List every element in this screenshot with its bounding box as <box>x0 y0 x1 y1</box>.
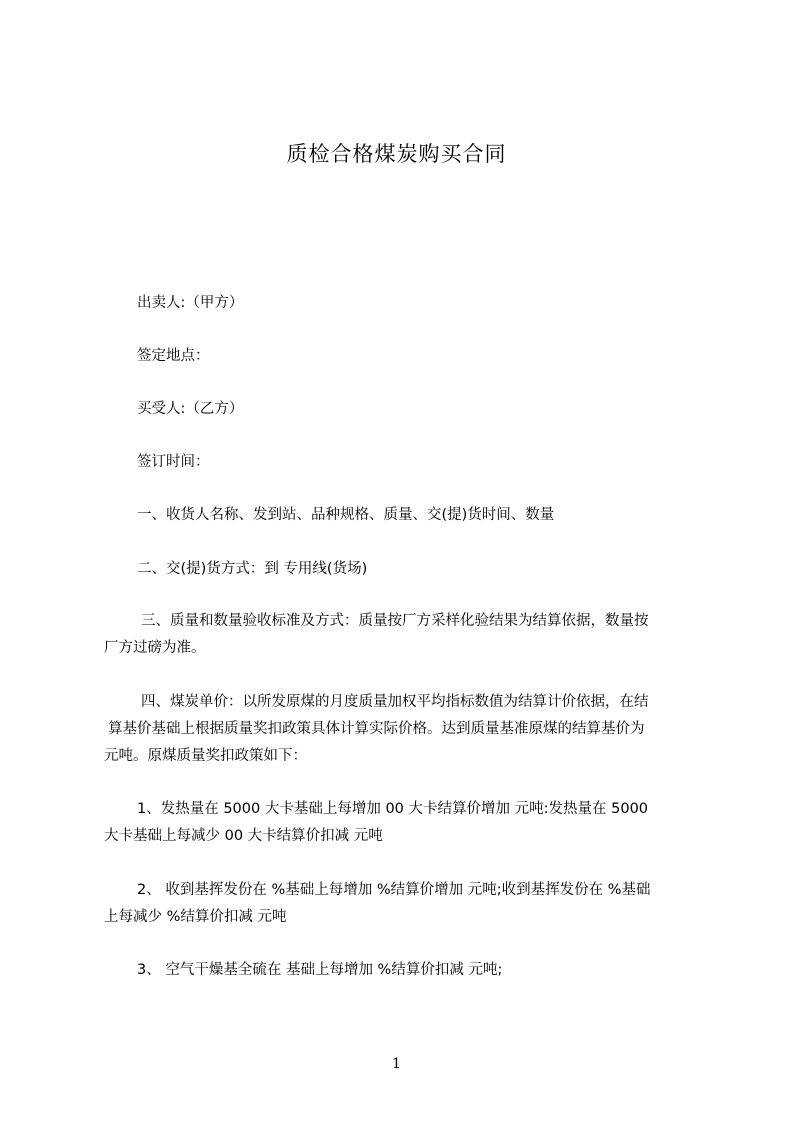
clause-4-line-1: 四、煤炭单价：以所发原煤的月度质量加权平均指标数值为结算计价依据，在结 <box>141 694 649 710</box>
policy-1-line-2: 大卡基础上每减少 00 大卡结算价扣减 元吨 <box>104 828 383 844</box>
seller-field: 出卖人:（甲方） <box>137 295 244 311</box>
clause-2: 二、交(提)货方式：到 专用线(货场) <box>137 561 368 577</box>
clause-1: 一、收货人名称、发到站、品种规格、质量、交(提)货时间、数量 <box>137 507 555 523</box>
policy-3-line-1: 3、 空气干燥基全硫在 基础上每增加 %结算价扣减 元吨; <box>137 962 503 978</box>
clause-4-line-3: 元吨。原煤质量奖扣政策如下： <box>104 748 307 764</box>
sign-time-field: 签订时间： <box>137 454 210 470</box>
policy-1-line-1: 1、发热量在 5000 大卡基础上每增加 00 大卡结算价增加 元吨:发热量在 5000 <box>137 801 649 817</box>
policy-2-line-1: 2、 收到基挥发份在 %基础上每增加 %结算价增加 元吨;收到基挥发份在 %基础 <box>137 882 651 898</box>
page-title: 质检合格煤炭购买合同 <box>286 142 507 166</box>
clause-4-line-2: 算基价基础上根据质量奖扣政策具体计算实际价格。达到质量基准原煤的结算基价为 <box>108 721 645 737</box>
clause-3-line-1: 三、质量和数量验收标准及方式：质量按厂方采样化验结果为结算依据，数量按 <box>141 613 649 629</box>
page-number: 1 <box>392 1056 401 1072</box>
policy-2-line-2: 上每减少 %结算价扣减 元吨 <box>104 909 287 925</box>
buyer-field: 买受人:（乙方） <box>137 401 244 417</box>
clause-3-line-2: 厂方过磅为准。 <box>104 640 206 656</box>
sign-place-field: 签定地点： <box>137 348 210 364</box>
